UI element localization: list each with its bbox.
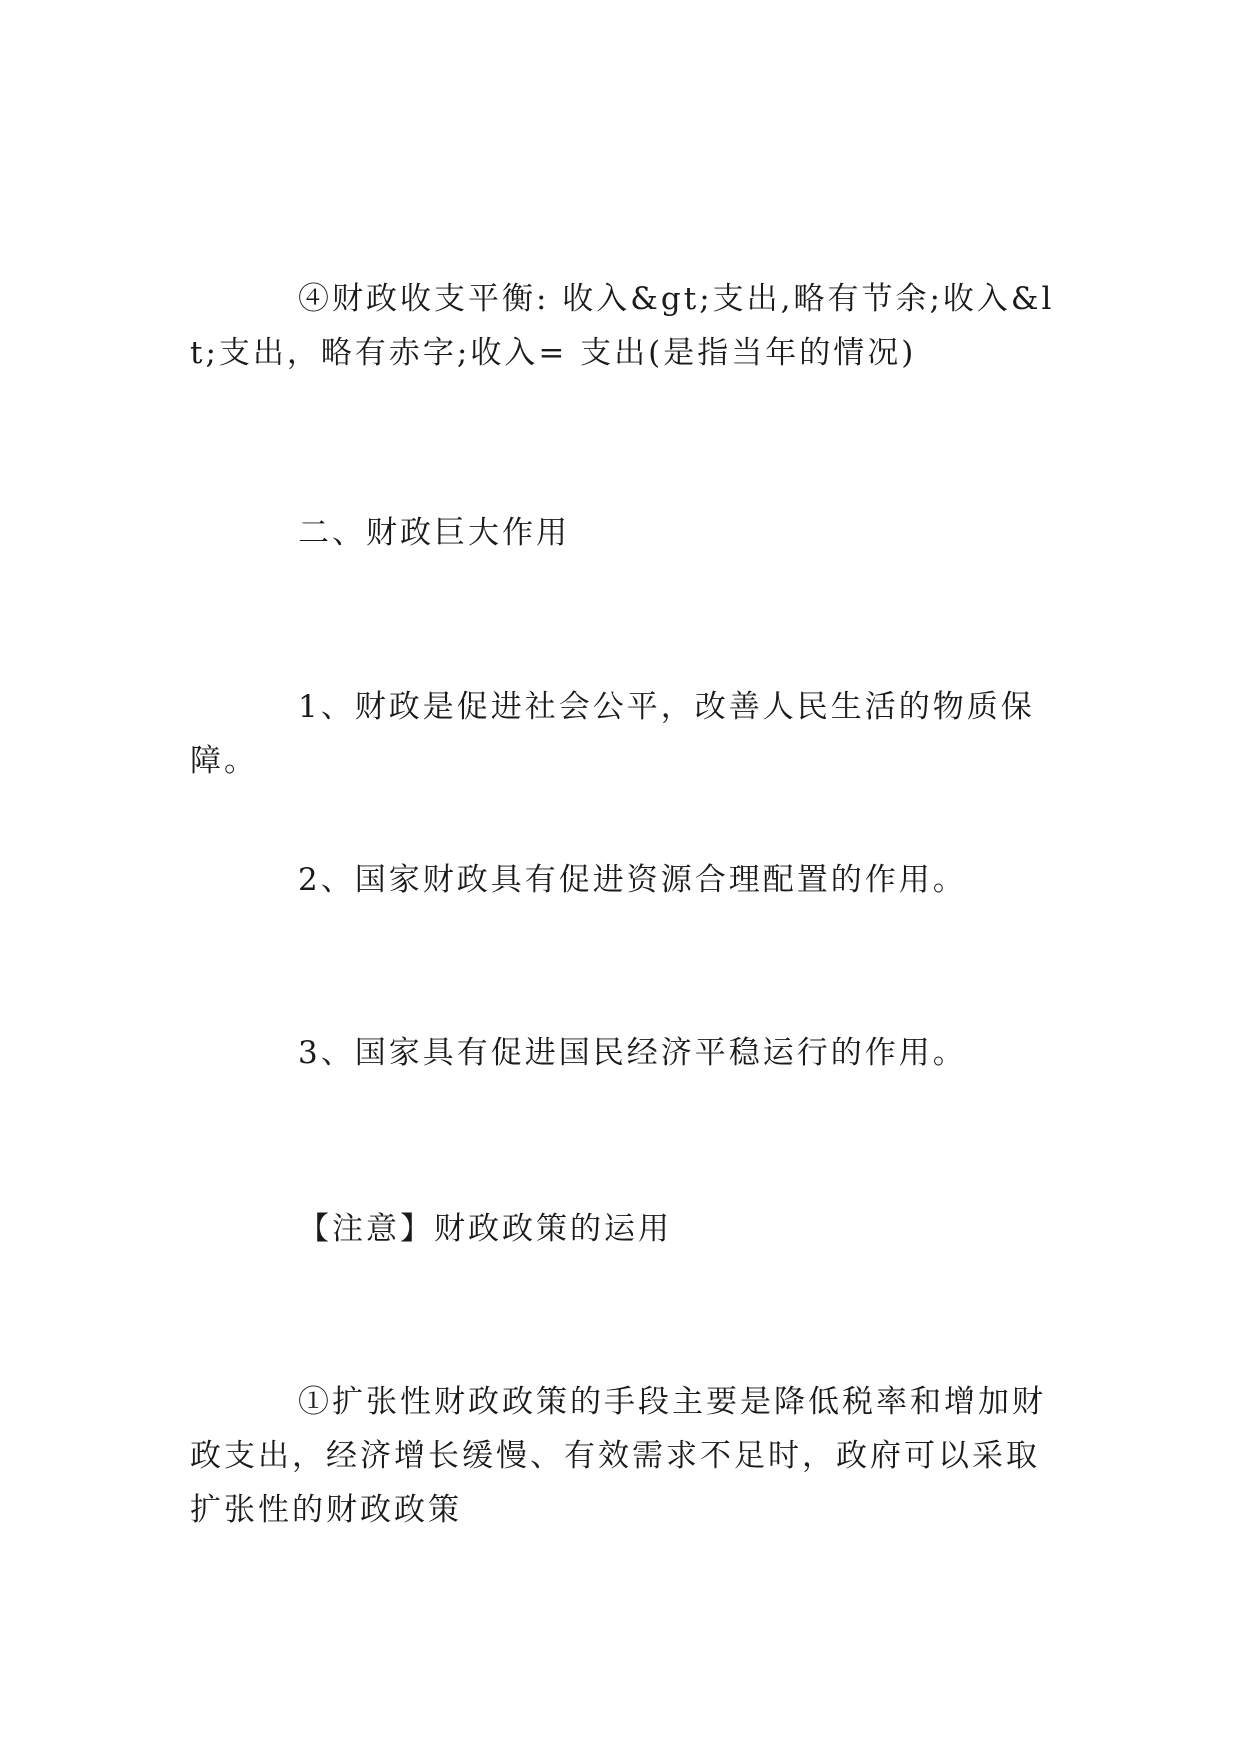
paragraph-expansionary-policy: ①扩张性财政政策的手段主要是降低税率和增加财政支出，经济增长缓慢、有效需求不足时，政府可以采取扩张性的财政政策 [190,1384,1046,1528]
note-heading-fiscal-policy: 【注意】财政政策的运用 [298,1211,672,1247]
list-item-economic-stability: 3、国家具有促进国民经济平稳运行的作用。 [298,1035,967,1071]
list-item-social-fairness: 1、财政是促进社会公平，改善人民生活的物质保障。 [190,689,1035,779]
section-heading-fiscal-role: 二、财政巨大作用 [298,515,570,551]
paragraph-fiscal-balance: ④财政收支平衡: 收入&gt;支出,略有节余;收入&lt;支出，略有赤字;收入= 支出(是指当年的情况) [190,281,1055,371]
list-item-resource-allocation: 2、国家财政具有促进资源合理配置的作用。 [298,862,967,898]
